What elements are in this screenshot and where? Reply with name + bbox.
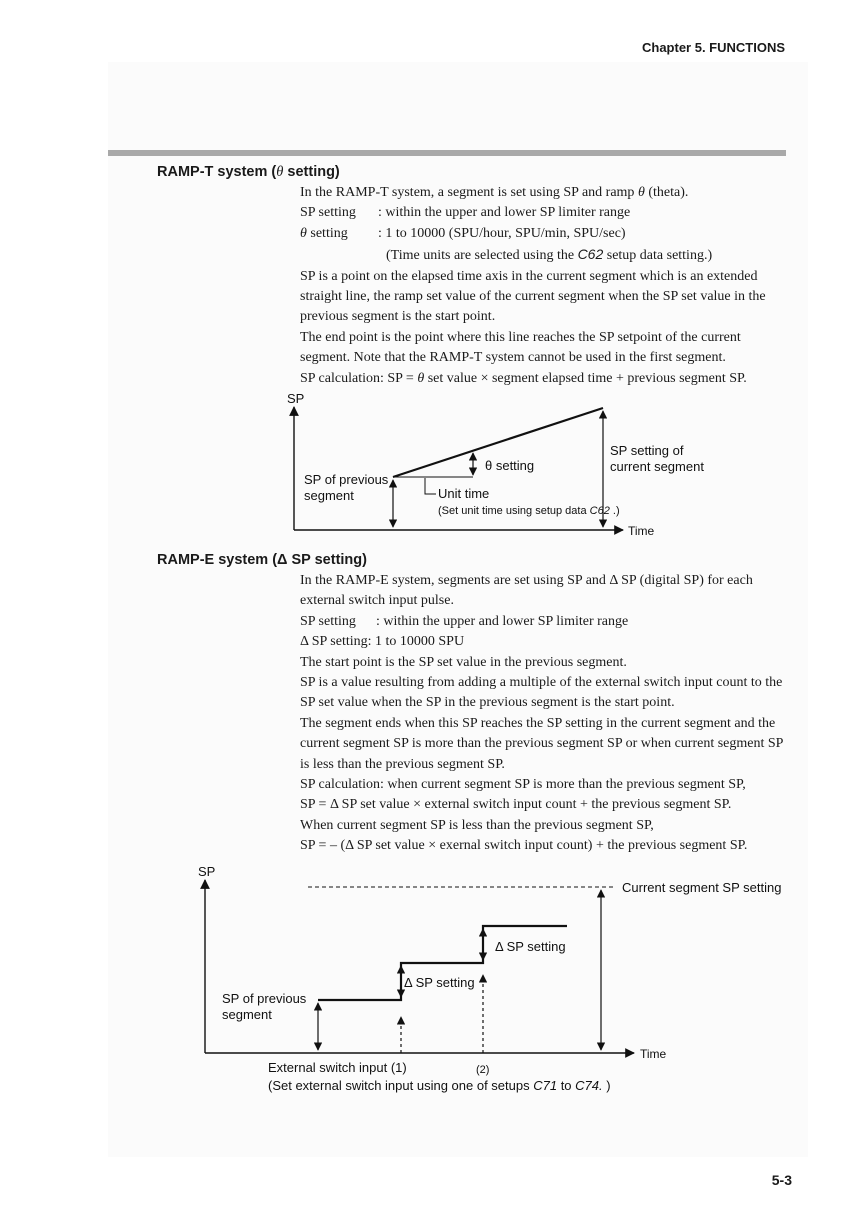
ramp-e-dsp-setting: Δ SP setting: 1 to 10000 SPU — [300, 634, 465, 650]
ramp-e-prev-sp-label-1: SP of previous — [222, 991, 307, 1006]
ramp-t-intro: In the RAMP-T system, a segment is set using SP and ramp θ (theta). — [300, 185, 689, 200]
external-switch-input-label: External switch input (1) — [268, 1060, 407, 1075]
ramp-t-time-units: (Time units are selected using the C62 setup data setting.) — [386, 246, 713, 264]
unit-time-note: (Set unit time using setup data C62 .) — [438, 505, 620, 517]
ramp-t-axis-sp-label: SP — [287, 391, 305, 406]
ramp-e-axis-sp-label: SP — [198, 864, 216, 879]
chapter-header: Chapter 5. FUNCTIONS — [641, 40, 785, 55]
dsp-label-2: Δ SP setting — [495, 939, 566, 954]
ramp-t-axis-time-label: Time — [628, 524, 655, 538]
page-number: 5-3 — [771, 1172, 792, 1188]
ramp-t-heading: RAMP-T system (θ setting) — [157, 164, 340, 180]
ramp-e-calc1: SP calculation: when current segment SP is more than the previous segment SP, — [300, 777, 746, 793]
dsp-label-1: Δ SP setting — [404, 975, 475, 990]
ramp-e-para2: SP is a value resulting from adding a multiple of the external switch input count to the SP set value when the SP in the previous segment is the start point. — [300, 675, 783, 711]
ramp-e-current-label: Current segment SP setting — [622, 880, 782, 895]
unit-time-label: Unit time — [438, 486, 490, 501]
ramp-e-prev-sp-label-2: segment — [222, 1007, 272, 1022]
ramp-t-para1: SP is a point on the elapsed time axis in the current segment which is an extended straight line, the ramp set value of the current segment when the SP set value in the previous segment is the start point. — [300, 268, 766, 325]
ramp-e-intro: In the RAMP-E system, segments are set using SP and Δ SP (digital SP) for each external switch input pulse. — [300, 573, 753, 609]
current-sp-label-1: SP setting of — [610, 443, 684, 458]
current-sp-label-2: current segment — [610, 459, 704, 474]
ramp-e-para3: The segment ends when this SP reaches the SP setting in the current segment and the current segment SP is more than the previous segment SP or when current segment SP is less than the previous segment SP. — [300, 715, 783, 772]
ramp-e-sp-setting: SP setting : within the upper and lower SP limiter range — [300, 613, 629, 629]
ramp-t-prev-sp-label-1: SP of previous — [304, 472, 389, 487]
theta-setting-label: θ setting — [485, 458, 535, 473]
ramp-e-heading: RAMP-E system (Δ SP setting) — [157, 552, 367, 568]
ramp-t-sp-setting: SP setting : within the upper and lower SP limiter range — [300, 205, 631, 221]
ramp-e-axis-time-label: Time — [640, 1047, 667, 1061]
ramp-t-calc: SP calculation: SP = θ set value × segment elapsed time + previous segment SP. — [300, 370, 747, 386]
ramp-e-para1: The start point is the SP set value in the previous segment. — [300, 654, 627, 670]
ramp-t-prev-sp-label-2: segment — [304, 488, 354, 503]
external-switch-note: (Set external switch input using one of setups C71 to C74. ) — [268, 1078, 611, 1093]
ramp-e-calc3: When current segment SP is less than the previous segment SP, — [300, 817, 654, 833]
external-switch-input-2-label: (2) — [476, 1064, 490, 1076]
ramp-e-calc2: SP = Δ SP set value × external switch input count + the previous segment SP. — [300, 797, 732, 813]
ramp-t-theta-setting: θ setting : 1 to 10000 (SPU/hour, SPU/min, SPU/sec) — [300, 225, 626, 241]
ramp-e-calc4: SP = – (Δ SP set value × exernal switch input count) + the previous segment SP. — [300, 838, 748, 854]
ramp-t-para2: The end point is the point where this line reaches the SP setpoint of the current segment. Note that the RAMP-T system cannot be used in the first segment. — [300, 329, 741, 366]
